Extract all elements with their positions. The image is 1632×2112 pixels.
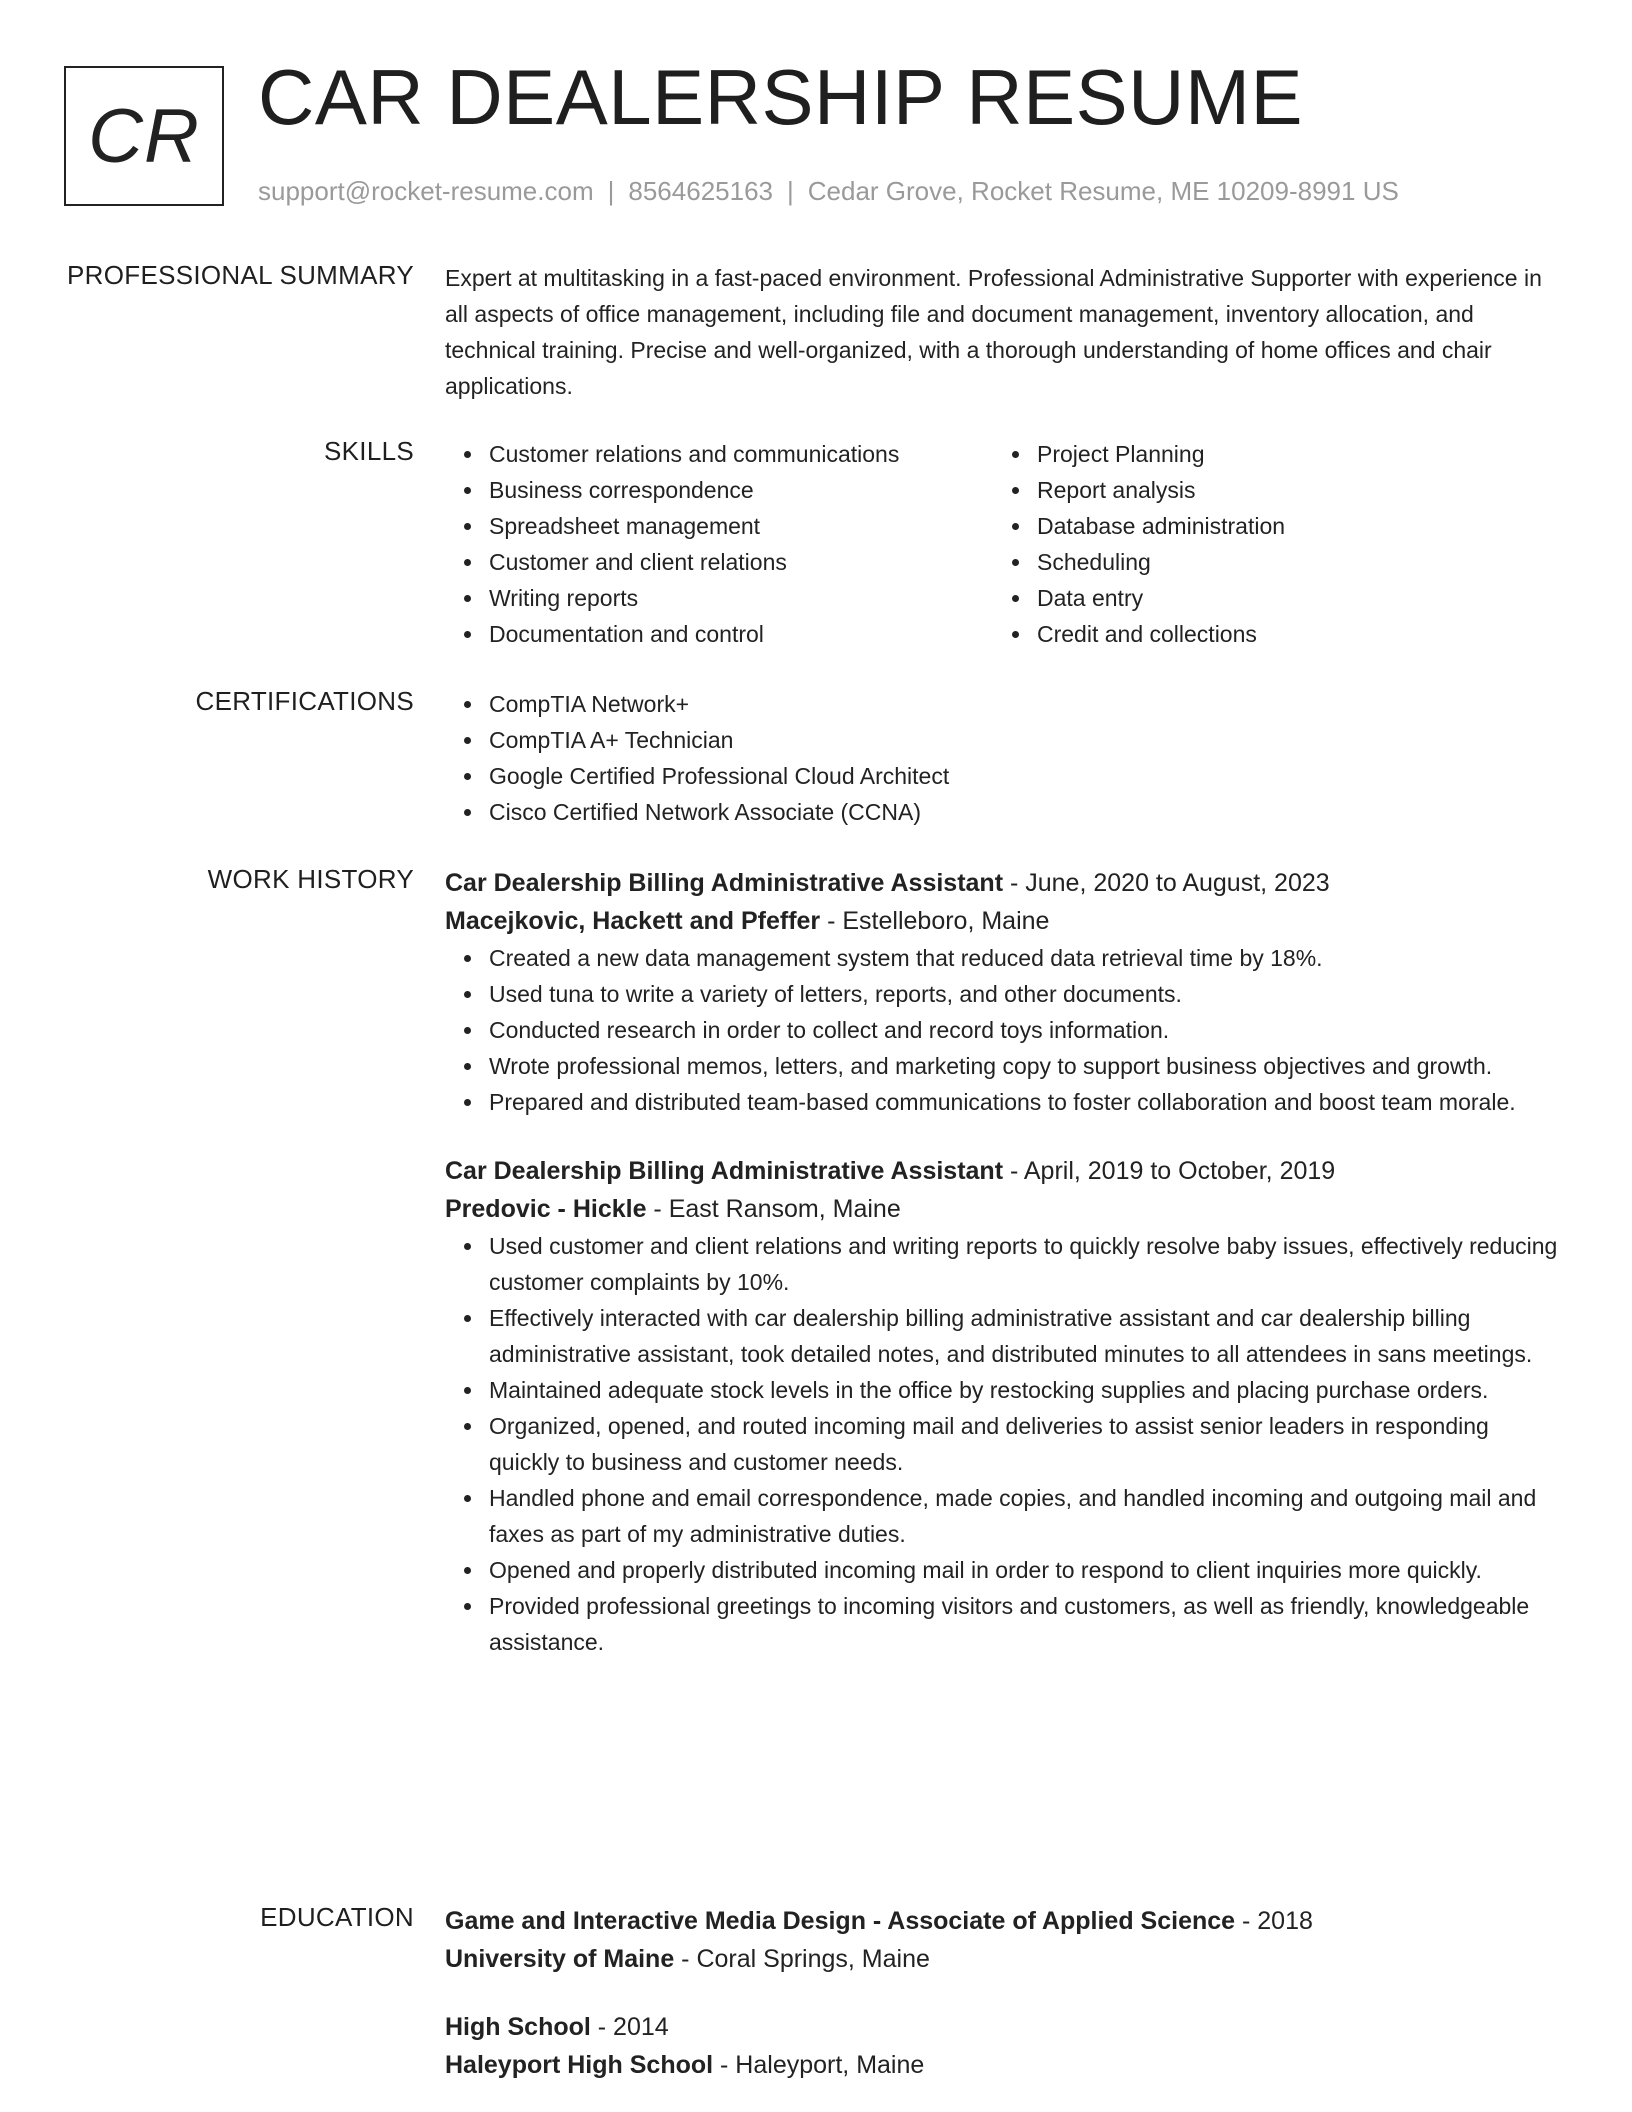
section-label: PROFESSIONAL SUMMARY bbox=[67, 260, 414, 290]
education-location: - Coral Springs, Maine bbox=[674, 1945, 930, 1973]
job-dates: - June, 2020 to August, 2023 bbox=[1003, 869, 1330, 897]
job-entry bbox=[445, 864, 1565, 1120]
contact-email: support@rocket-resume.com bbox=[258, 176, 594, 206]
education-degree: Game and Interactive Media Design - Associate of Applied Science bbox=[445, 1907, 1236, 1935]
skill-item: Scheduling bbox=[1037, 544, 1541, 580]
section-label: EDUCATION bbox=[260, 1902, 414, 1932]
job-bullet: Organized, opened, and routed incoming mail and deliveries to assist senior leaders in responding quickly to business and customer needs. bbox=[489, 1408, 1565, 1480]
education-entry bbox=[445, 1902, 1565, 1978]
job-title-line bbox=[445, 864, 1565, 902]
job-company: Macejkovic, Hackett and Pfeffer bbox=[445, 907, 821, 935]
certification-item: CompTIA Network+ bbox=[489, 686, 1565, 722]
job-bullet: Created a new data management system that reduced data retrieval time by 18%. bbox=[489, 940, 1565, 976]
job-title: Car Dealership Billing Administrative Assistant bbox=[445, 1157, 1004, 1185]
certification-item: Google Certified Professional Cloud Architect bbox=[489, 758, 1565, 794]
skills-body bbox=[445, 436, 1565, 652]
skill-item: Customer relations and communications bbox=[489, 436, 993, 472]
skill-item: Report analysis bbox=[1037, 472, 1541, 508]
section-label: SKILLS bbox=[324, 436, 414, 466]
education-school-line bbox=[445, 1940, 1565, 1978]
skill-item: Spreadsheet management bbox=[489, 508, 993, 544]
job-title-line bbox=[445, 1152, 1565, 1190]
skill-item: Business correspondence bbox=[489, 472, 993, 508]
education-year: - 2018 bbox=[1235, 1907, 1313, 1935]
contact-phone: 8564625163 bbox=[628, 176, 773, 206]
job-dates: - April, 2019 to October, 2019 bbox=[1003, 1157, 1336, 1185]
work-history-body bbox=[445, 864, 1565, 1660]
job-bullet: Maintained adequate stock levels in the office by restocking supplies and placing purchase orders. bbox=[489, 1372, 1565, 1408]
education-degree-line bbox=[445, 1902, 1565, 1940]
contact-address: Cedar Grove, Rocket Resume, ME 10209-8991 US bbox=[807, 176, 1399, 206]
section-label: CERTIFICATIONS bbox=[195, 686, 414, 716]
skill-item: Project Planning bbox=[1037, 436, 1541, 472]
education-school-line bbox=[445, 2046, 1565, 2084]
education-entry bbox=[445, 2008, 1565, 2084]
skill-item: Credit and collections bbox=[1037, 616, 1541, 652]
skill-item: Writing reports bbox=[489, 580, 993, 616]
job-bullet: Opened and properly distributed incoming mail in order to respond to client inquiries more quickly. bbox=[489, 1552, 1565, 1588]
contact-line bbox=[258, 176, 1399, 207]
job-entry bbox=[445, 1152, 1565, 1660]
certification-item: CompTIA A+ Technician bbox=[489, 722, 1565, 758]
education-degree-line bbox=[445, 2008, 1565, 2046]
skills-column-2 bbox=[993, 436, 1541, 652]
skill-item: Database administration bbox=[1037, 508, 1541, 544]
job-bullets bbox=[445, 1228, 1565, 1660]
skills-column-1 bbox=[445, 436, 993, 652]
job-bullet: Used customer and client relations and writing reports to quickly resolve baby issues, effectively reducing customer complaints by 10%. bbox=[489, 1228, 1565, 1300]
job-location: - East Ransom, Maine bbox=[646, 1195, 901, 1223]
job-bullet: Conducted research in order to collect and record toys information. bbox=[489, 1012, 1565, 1048]
job-company: Predovic - Hickle bbox=[445, 1195, 647, 1223]
certifications-body bbox=[445, 686, 1565, 830]
education-degree: High School bbox=[445, 2013, 591, 2041]
job-bullet: Provided professional greetings to incoming visitors and customers, as well as friendly, knowledgeable assistance. bbox=[489, 1588, 1565, 1660]
job-bullet: Prepared and distributed team-based communications to foster collaboration and boost team morale. bbox=[489, 1084, 1565, 1120]
job-bullet: Used tuna to write a variety of letters, reports, and other documents. bbox=[489, 976, 1565, 1012]
contact-separator: | bbox=[607, 176, 615, 206]
skill-item: Data entry bbox=[1037, 580, 1541, 616]
monogram-box bbox=[64, 66, 224, 206]
skill-item: Documentation and control bbox=[489, 616, 993, 652]
education-school: Haleyport High School bbox=[445, 2051, 714, 2079]
job-bullets bbox=[445, 940, 1565, 1120]
job-bullet: Wrote professional memos, letters, and marketing copy to support business objectives and growth. bbox=[489, 1048, 1565, 1084]
education-location: - Haleyport, Maine bbox=[713, 2051, 925, 2079]
education-body bbox=[445, 1902, 1565, 2084]
monogram-initials: CR bbox=[88, 93, 200, 179]
section-label: WORK HISTORY bbox=[207, 864, 414, 894]
job-bullet: Effectively interacted with car dealership billing administrative assistant and car dealership billing administrative assistant, took detailed notes, and distributed minutes to all attendees in sans meetings. bbox=[489, 1300, 1565, 1372]
job-org-line bbox=[445, 1190, 1565, 1228]
contact-separator: | bbox=[787, 176, 794, 206]
skills-grid bbox=[445, 436, 1565, 652]
skill-item: Customer and client relations bbox=[489, 544, 993, 580]
job-org-line bbox=[445, 902, 1565, 940]
job-title: Car Dealership Billing Administrative Assistant bbox=[445, 869, 1004, 897]
certification-item: Cisco Certified Network Associate (CCNA) bbox=[489, 794, 1565, 830]
resume-title: CAR DEALERSHIP RESUME bbox=[258, 53, 1303, 141]
summary-body bbox=[445, 260, 1565, 404]
job-location: - Estelleboro, Maine bbox=[820, 907, 1050, 935]
education-year: - 2014 bbox=[590, 2013, 669, 2041]
job-bullet: Handled phone and email correspondence, made copies, and handled incoming and outgoing mail and faxes as part of my administrative duties. bbox=[489, 1480, 1565, 1552]
education-school: University of Maine bbox=[445, 1945, 675, 1973]
summary-text: Expert at multitasking in a fast-paced environment. Professional Administrative Supporter with experience in all aspects of office management, including file and document management, inventory allocation, and technical training. Precise and well-organized, with a thorough understanding of home offices and chair applications. bbox=[445, 265, 1542, 399]
